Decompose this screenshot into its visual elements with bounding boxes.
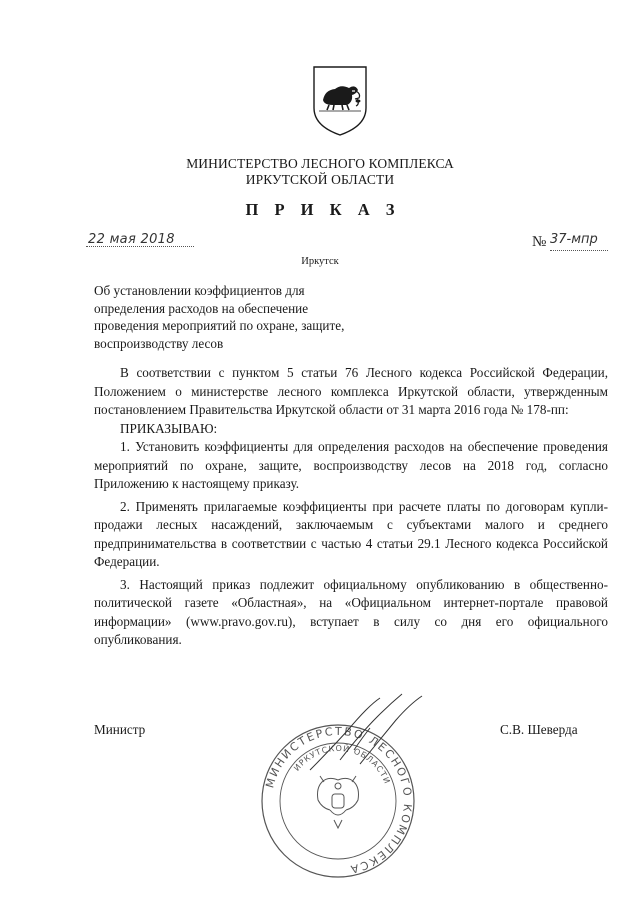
ministry-name-line1: МИНИСТЕРСТВО ЛЕСНОГО КОМПЛЕКСА <box>186 156 454 171</box>
body-paragraph-preamble: В соответствии с пунктом 5 статьи 76 Лесного кодекса Российской Федерации, Положением о министерстве лесного комплекса Иркутской области, утвержденным постановлением Правительства Иркутской области от 31 марта 2016 года № 178-пп: <box>94 365 608 417</box>
signatory-name: С.В. Шеверда <box>500 722 578 737</box>
document-date: 22 мая 2018 <box>88 232 175 247</box>
double-headed-eagle-icon <box>318 776 359 828</box>
seal-inner-text: ИРКУТСКОЙ ОБЛАСТИ <box>292 743 392 786</box>
document-city: Иркутск <box>301 256 339 267</box>
coat-of-arms-icon <box>311 64 369 138</box>
date-underline <box>86 246 194 247</box>
document-subject: Об установлении коэффициентов для определения расходов на обеспечение проведения мероприятий по охране, защите, воспроизводству лесов <box>94 283 345 351</box>
number-sign: № <box>532 234 547 250</box>
ministry-name-line2: ИРКУТСКОЙ ОБЛАСТИ <box>245 172 395 187</box>
document-number: 37-мпр <box>550 232 598 247</box>
body-paragraph-item-2: 2. Применять прилагаемые коэффициенты при расчете платы по договорам купли-продажи лесных насаждений, заключаемым с субъектами малого и среднего предпринимательства в соответствии с частью 4 статьи 29.1 Лесного кодекса Российской Федерации. <box>94 498 608 569</box>
body-paragraph-item-3: 3. Настоящий приказ подлежит официальному опубликованию в общественно-политической газете «Областная», на «Официальном интернет-портале правовой информации» (www.pravo.gov.ru), вступает в силу со дня его официального опубликования. <box>94 576 608 647</box>
number-underline <box>550 250 608 251</box>
body-paragraph-item-1: 1. Установить коэффициенты для определения расходов на обеспечение проведения мероприятий по охране, защите, воспроизводству лесов на 2018 год, согласно Приложению к настоящему приказу. <box>94 439 608 491</box>
body-paragraph-order: ПРИКАЗЫВАЮ: <box>120 420 218 436</box>
handwritten-signature <box>300 690 430 780</box>
document-body <box>94 364 608 650</box>
signature-position: Министр <box>94 722 146 737</box>
document-title: П Р И К А З <box>245 200 401 219</box>
seal-outer-text: МИНИСТЕРСТВО ЛЕСНОГО КОМПЛЕКСА <box>263 724 415 877</box>
